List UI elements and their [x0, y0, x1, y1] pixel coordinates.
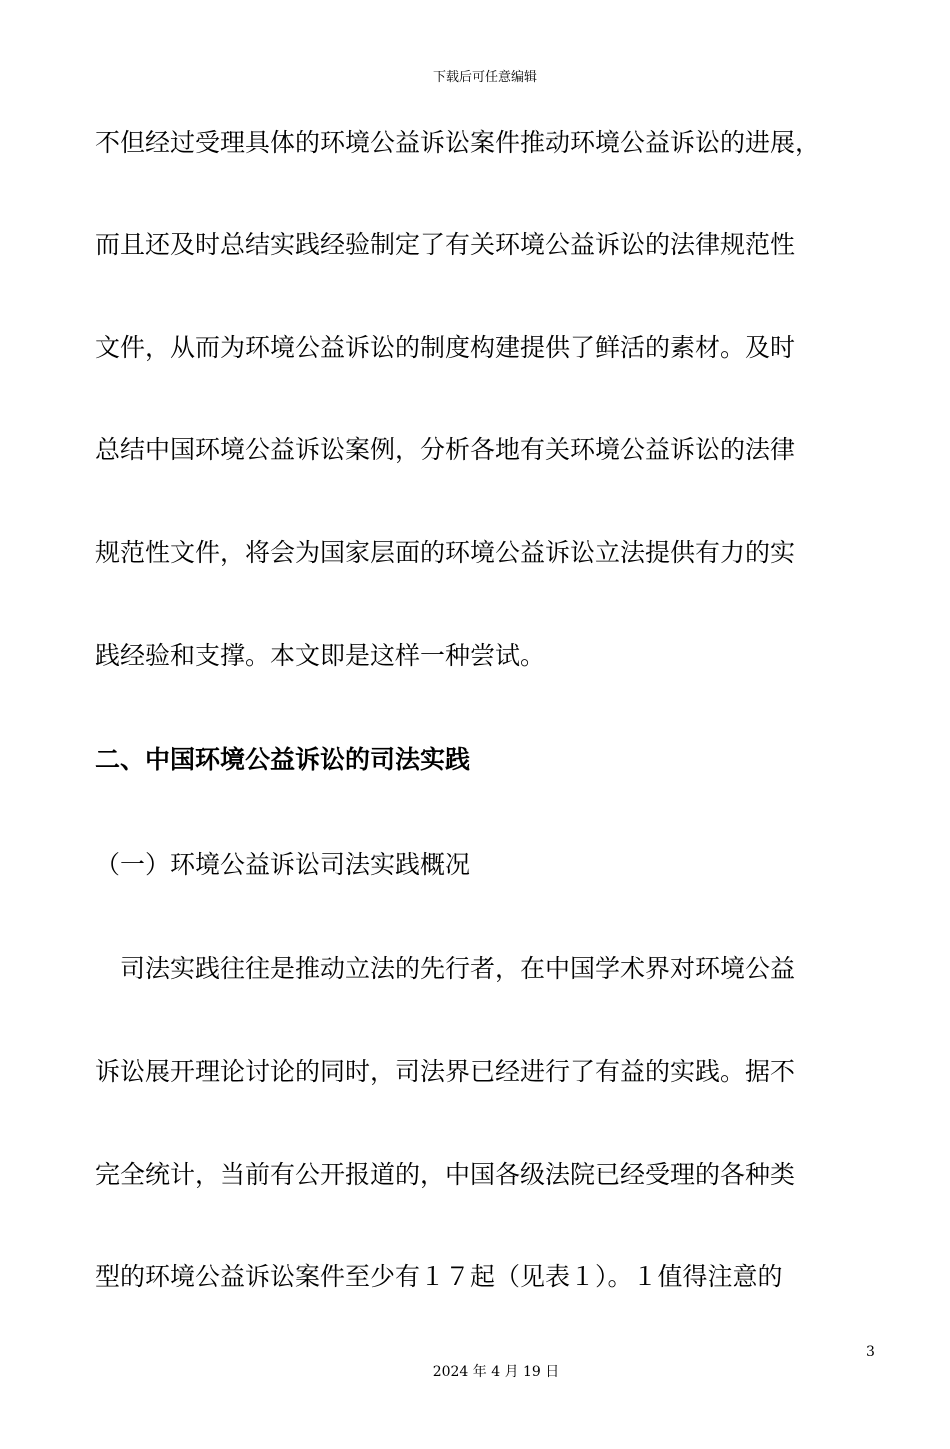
page-header: 下载后可任意编辑 — [432, 70, 537, 85]
paragraph2-line-2: 诉讼展开理论讨论的同时，司法界已经进行了有益的实践。据不 — [95, 1057, 796, 1086]
paragraph2-line-4: 型的环境公益诉讼案件至少有１７起（见表１）。１值得注意的 — [95, 1262, 783, 1291]
body-line-4: 总结中国环境公益诉讼案例，分析各地有关环境公益诉讼的法律 — [95, 435, 796, 464]
paragraph2-line-3: 完全统计，当前有公开报道的，中国各级法院已经受理的各种类 — [95, 1160, 796, 1189]
subsection-heading: （一）环境公益诉讼司法实践概况 — [95, 850, 471, 879]
body-line-6: 践经验和支撑。本文即是这样一种尝试。 — [95, 641, 546, 670]
body-line-2: 而且还及时总结实践经验制定了有关环境公益诉讼的法律规范性 — [95, 230, 796, 259]
body-line-5: 规范性文件，将会为国家层面的环境公益诉讼立法提供有力的实 — [95, 538, 796, 567]
page-number: 3 — [866, 1344, 875, 1360]
section-heading: 二、中国环境公益诉讼的司法实践 — [95, 745, 471, 774]
body-line-1: 不但经过受理具体的环境公益诉讼案件推动环境公益诉讼的进展， — [95, 128, 821, 157]
footer-date: 2024 年 4 月 19 日 — [432, 1364, 560, 1380]
paragraph2-line-1: 司法实践往往是推动立法的先行者，在中国学术界对环境公益 — [95, 954, 796, 983]
body-line-3: 文件，从而为环境公益诉讼的制度构建提供了鲜活的素材。及时 — [95, 333, 796, 362]
